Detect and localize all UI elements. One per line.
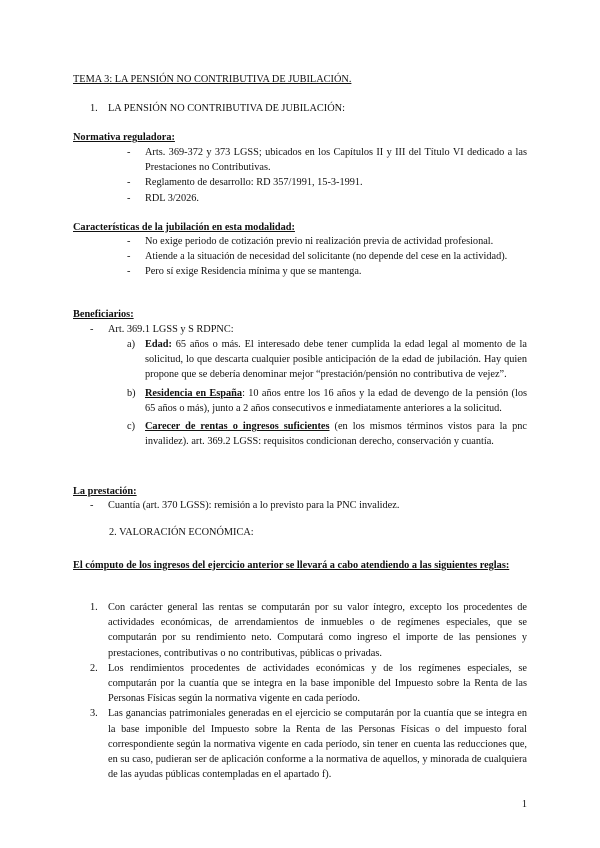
beneficiarios-requirements (127, 337, 527, 452)
list-item: - Pero sí exige Residencia mínima y que se mantenga. (127, 266, 362, 278)
list-item: 3. Las ganancias patrimoniales generadas en el ejercicio se computarán por la cuantía que se integra en la base imponible del Impuesto sobre la Renta de las Personas Físicas o del impuesto foral correspondiente según la normativa vigente en cada período, sin tener en cuenta las reducciones que, en su caso, pudieran ser de aplicación conforme a la normativa de aquellos, y minorada de cualquiera de las ayudas públicas contempladas en el apartado f). (90, 708, 527, 781)
prestacion-heading: La prestación: (73, 486, 137, 497)
rules-intro: El cómputo de los ingresos del ejercicio anterior se llevará a cabo atendiendo a las siguientes reglas: (73, 560, 510, 571)
rules-list (90, 600, 527, 782)
normativa-list (127, 145, 527, 206)
requirement-label: Carecer de rentas o ingresos suficientes (145, 421, 330, 433)
list-item: - No exige periodo de cotización previo ni realización previa de actividad profesional. (127, 236, 494, 247)
list-item: c) Carecer de rentas o ingresos suficientes (en los mismos términos vistos para la pnc invalidez). art. 369.2 LGSS: requisitos condicionan derecho, conservación y cuantía. (127, 421, 527, 448)
list-item: 2. Los rendimientos procedentes de actividades económicas y de los regímenes especiales, se computarán por la cuantía que se integra en la base imponible del Impuesto sobre la Renta de las Personas Físicas según la normativa vigente en cada período. (90, 662, 527, 705)
beneficiarios-intro: - Art. 369.1 LGSS y S RDPNC: (90, 324, 234, 335)
list-item: b) Residencia en España: 10 años entre los 16 años y la edad de devengo de la pensión (los 65 años o más), junto a 2 años consecutivos e inmediatamente anteriores a la solicitud. (127, 387, 527, 414)
caracteristicas-list (127, 234, 527, 280)
caracteristicas-heading: Características de la jubilación en esta modalidad: (73, 222, 295, 233)
list-item: 1. Con carácter general las rentas se computarán por su valor íntegro, excepto los procedentes de actividades económicas, de arrendamientos de inmuebles o de regímenes especiales, que se computarán por su rendimiento neto. Computará como ingreso el importe de las pensiones y prestaciones, contributivas o no contributivas, públicas o privadas. (90, 602, 527, 659)
list-item: - RDL 3/2026. (127, 192, 199, 204)
list-item: - Atiende a la situación de necesidad del solicitante (no depende del cese en la actividad). (127, 251, 508, 263)
list-item: - Arts. 369-372 y 373 LGSS; ubicados en los Capítulos II y III del Título VI dedicado a las Prestaciones no Contributivas. (127, 147, 527, 174)
document-title: TEMA 3: LA PENSIÓN NO CONTRIBUTIVA DE JUBILACIÓN. (73, 74, 352, 85)
page-number: 1 (521, 799, 527, 810)
section-2-heading: 2. VALORACIÓN ECONÓMICA: (109, 527, 254, 538)
prestacion-item: - Cuantía (art. 370 LGSS): remisión a lo previsto para la PNC invalidez. (90, 500, 400, 511)
section-1-heading (90, 101, 345, 116)
beneficiarios-heading: Beneficiarios: (73, 309, 134, 320)
section-1-number: 1. (90, 103, 98, 114)
list-item: - Reglamento de desarrollo: RD 357/1991, 15-3-1991. (127, 177, 363, 189)
requirement-label: Edad: (145, 339, 172, 350)
section-1-title: LA PENSIÓN NO CONTRIBUTIVA DE JUBILACIÓN: (108, 103, 345, 114)
requirement-label: Residencia en España (145, 387, 243, 399)
list-item: a) Edad: 65 años o más. El interesado debe tener cumplida la edad legal al momento de la solicitud, lo que descarta cualquier posible anticipación de la edad de jubilación. Hay quien propone que se debería denominar mejor “prestación/pensión no contributiva de vejez”. (127, 339, 527, 381)
normativa-heading: Normativa reguladora: (73, 132, 175, 143)
